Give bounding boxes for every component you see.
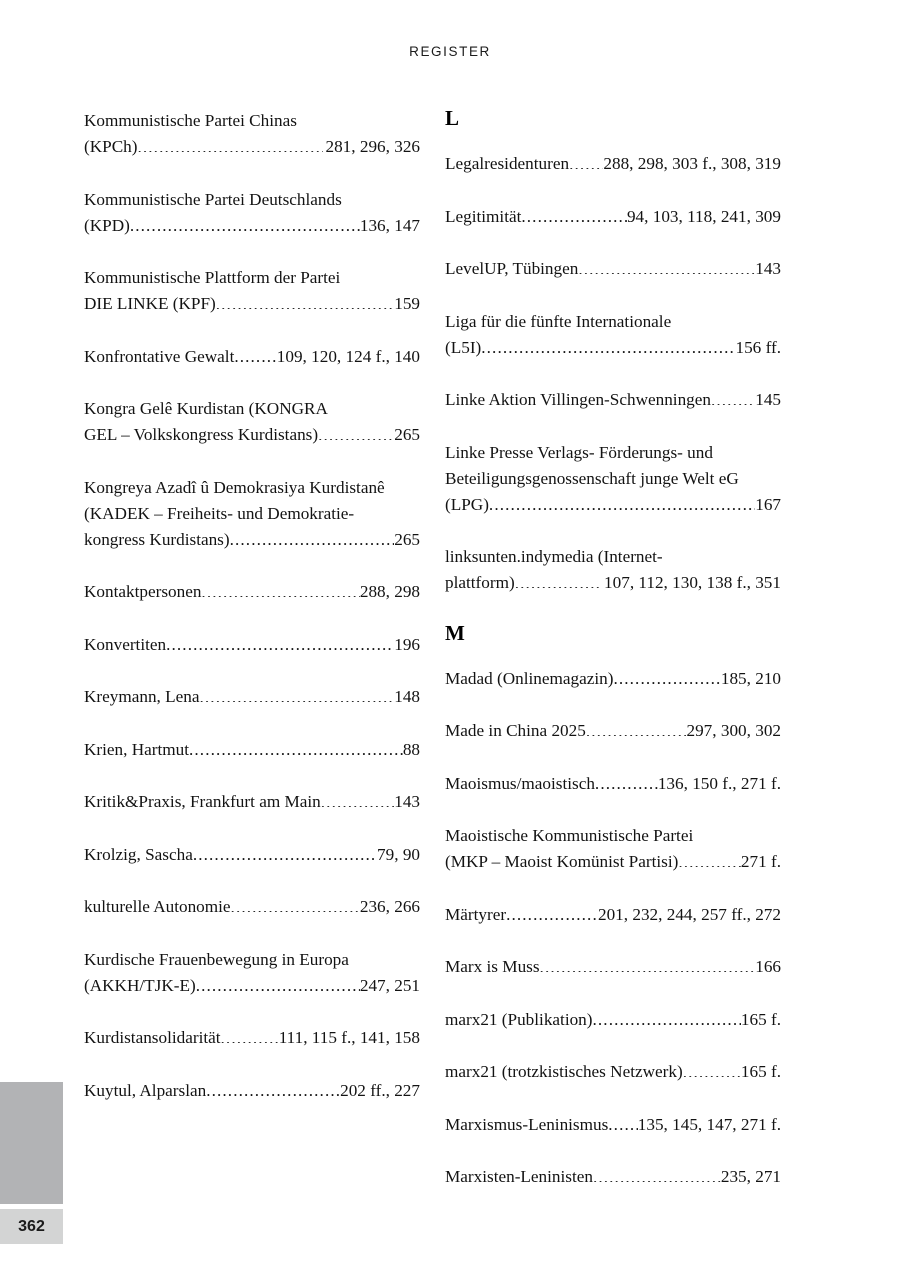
index-entry-label: Märtyrer	[445, 904, 507, 924]
index-entry-label: Kritik&Praxis, Frankfurt am Main	[84, 792, 321, 811]
index-entry-pages: 281, 296, 326	[325, 137, 420, 156]
index-entry-pages: 136, 147	[359, 215, 420, 235]
index-entry-label: marx21 (Publikation)	[445, 1009, 593, 1029]
index-entry-label: Legitimität	[445, 206, 522, 226]
index-entry	[445, 902, 781, 928]
index-entry-continuation-line: Maoistische Kommunistische Partei	[445, 826, 694, 845]
dot-leader	[593, 1007, 741, 1024]
index-entry-label: Konvertiten	[84, 634, 167, 654]
index-entry-label: marx21 (trotzkistisches Netzwerk)	[445, 1062, 683, 1081]
index-entry-label: Krolzig, Sascha	[84, 844, 193, 864]
dot-leader	[613, 666, 720, 683]
index-entry	[445, 387, 781, 413]
index-entry-pages: 148	[394, 687, 420, 706]
index-entry-pages: 288, 298	[359, 582, 420, 601]
index-entry-label: (KPD)	[84, 215, 130, 235]
dot-leader	[166, 632, 394, 649]
index-entry-pages: 136, 150 f., 271 f.	[657, 773, 781, 793]
dot-leader	[221, 1026, 279, 1043]
index-entry-leader-line	[445, 335, 781, 361]
dot-leader	[196, 973, 360, 990]
index-entry-leader-line	[84, 684, 420, 710]
dot-leader	[515, 571, 602, 588]
index-entry-label: Kurdistansolidarität	[84, 1028, 221, 1047]
index-entry-label: GEL – Volkskongress Kurdistans)	[84, 425, 319, 444]
dot-leader	[130, 213, 360, 230]
index-entry-label: kongress Kurdistans)	[84, 529, 230, 549]
index-entry-pages: 143	[755, 259, 781, 278]
index-entry-leader-line	[84, 1025, 420, 1051]
index-entry-leader-line	[445, 387, 781, 413]
index-entry-pages: 202 ff., 227	[340, 1080, 420, 1100]
index-entry-pages: 145	[755, 390, 781, 409]
dot-leader	[200, 685, 395, 702]
index-entry	[84, 737, 420, 763]
index-entry-list-left	[84, 108, 420, 1104]
index-entry-pages: 135, 145, 147, 271 f.	[637, 1114, 781, 1134]
index-entry-label: (AKKH/TJK-E)	[84, 975, 196, 995]
index-entry	[84, 108, 420, 160]
index-entry-leader-line	[84, 973, 420, 999]
index-entry-pages: 111, 115 f., 141, 158	[278, 1028, 420, 1047]
dot-leader	[193, 842, 377, 859]
letter-heading-l: L	[445, 106, 460, 130]
index-entry-label: Marxismus-Leninismus	[445, 1114, 609, 1134]
index-entry-leader-line	[84, 527, 420, 553]
index-entry	[84, 344, 420, 370]
index-entry-label: Linke Aktion Villingen-Schwenningen	[445, 390, 711, 409]
index-entry-list-l	[445, 151, 781, 596]
index-entry	[445, 1059, 781, 1085]
index-entry-label: kulturelle Autonomie	[84, 897, 231, 916]
dot-leader	[569, 152, 603, 169]
index-entry-list-m	[445, 666, 781, 1191]
dot-leader	[593, 1165, 721, 1182]
index-entry-label: Kuytul, Alparslan	[84, 1080, 207, 1100]
index-entry-pages: 201, 232, 244, 257 ff., 272	[597, 904, 781, 924]
index-entry-pages: 196	[394, 634, 420, 654]
index-entry-leader-line	[84, 134, 420, 160]
index-entry-label: (LPG)	[445, 494, 489, 514]
index-entry-label: Madad (Onlinemagazin)	[445, 668, 614, 688]
dot-leader	[231, 895, 360, 912]
index-entry-leader-line	[84, 213, 420, 239]
index-entry-leader-line	[445, 204, 781, 230]
index-entry-label: Maoismus/maoistisch	[445, 773, 595, 793]
index-entry	[445, 771, 781, 797]
dot-leader	[540, 955, 756, 972]
index-entry-pages: 265	[394, 425, 420, 444]
index-entry-continuation-line: Kommunistische Plattform der Partei	[84, 268, 341, 287]
index-entry-label: Marx is Muss	[445, 957, 540, 976]
index-entry-leader-line	[445, 1164, 781, 1190]
index-entry-pages: 236, 266	[359, 897, 420, 916]
index-entry-label: Konfrontative Gewalt	[84, 346, 235, 366]
dot-leader	[608, 1112, 637, 1129]
index-entry-leader-line	[445, 902, 781, 928]
index-entry-leader-line	[84, 632, 420, 658]
index-entry-leader-line	[445, 1112, 781, 1138]
dot-leader	[206, 1078, 340, 1095]
index-entry-pages: 297, 300, 302	[686, 721, 781, 740]
index-entry-label: Kontaktpersonen	[84, 582, 202, 601]
index-entry-continuation-line: Linke Presse Verlags- Förderungs- und	[445, 442, 713, 462]
dot-leader	[318, 423, 394, 440]
index-entry-continuation-line: Kurdische Frauenbewegung in Europa	[84, 949, 349, 969]
index-entry	[84, 1078, 420, 1104]
dot-leader	[711, 388, 755, 405]
thumb-index-tab	[0, 1082, 63, 1204]
running-head: REGISTER	[409, 44, 491, 59]
dot-leader	[506, 902, 598, 919]
index-entry-continuation-line: Kommunistische Partei Deutschlands	[84, 189, 342, 209]
dot-leader	[578, 257, 755, 274]
letter-heading-m: M	[445, 620, 465, 645]
index-entry	[445, 256, 781, 282]
index-entry-pages: 166	[755, 957, 781, 976]
index-entry-leader-line	[84, 291, 420, 317]
index-entry-label: DIE LINKE (KPF)	[84, 294, 216, 313]
page-number: 362	[18, 1218, 45, 1235]
index-entry	[84, 842, 420, 868]
index-entry	[84, 265, 420, 317]
index-entry-label: Made in China 2025	[445, 721, 586, 740]
index-entry	[445, 151, 781, 177]
index-entry	[84, 579, 420, 605]
index-entry-leader-line	[84, 422, 420, 448]
index-entry-pages: 107, 112, 130, 138 f., 351	[604, 573, 781, 592]
index-entry-leader-line	[445, 1007, 781, 1033]
index-entry-label: Marxisten-Leninisten	[445, 1167, 593, 1186]
index-entry-leader-line	[445, 492, 781, 518]
dot-leader	[489, 492, 755, 509]
index-entry	[84, 1025, 420, 1051]
index-entry	[84, 475, 420, 553]
index-entry-pages: 88	[402, 739, 420, 759]
index-entry-pages: 235, 271	[720, 1167, 781, 1186]
index-entry	[445, 666, 781, 692]
index-entry	[445, 1007, 781, 1033]
index-entry-leader-line	[84, 789, 420, 815]
index-entry-pages: 165 f.	[740, 1009, 781, 1029]
dot-leader	[481, 335, 733, 352]
dot-leader	[201, 580, 359, 597]
index-entry-leader-line	[84, 737, 420, 763]
index-entry-pages: 271 f.	[740, 852, 781, 871]
index-entry-continuation-line: (KADEK – Freiheits- und Demokratie-	[84, 503, 355, 523]
index-entry-leader-line	[445, 666, 781, 692]
dot-leader	[321, 790, 394, 807]
index-entry	[84, 396, 420, 448]
dot-leader	[678, 850, 741, 867]
index-entry-leader-line	[84, 579, 420, 605]
index-entry	[84, 947, 420, 999]
index-entry-leader-line	[445, 1059, 781, 1085]
page-number-box	[0, 1209, 63, 1244]
index-entry-pages: 288, 298, 303 f., 308, 319	[603, 154, 781, 173]
index-entry	[445, 1164, 781, 1190]
index-entry-leader-line	[84, 894, 420, 920]
index-entry-label: Legalresidenturen	[445, 154, 570, 173]
index-entry-label: LevelUP, Tübingen	[445, 259, 579, 278]
index-entry-pages: 109, 120, 124 f., 140	[276, 346, 420, 366]
index-entry-leader-line	[445, 954, 781, 980]
index-entry-label: (L5I)	[445, 337, 482, 357]
index-entry	[445, 309, 781, 361]
index-entry	[445, 954, 781, 980]
index-entry-pages: 79, 90	[377, 844, 420, 864]
index-entry-leader-line	[84, 1078, 420, 1104]
index-entry	[84, 894, 420, 920]
index-entry-pages: 167	[755, 494, 781, 514]
dot-leader	[137, 135, 323, 152]
index-entry	[445, 440, 781, 518]
dot-leader	[234, 344, 276, 361]
index-entry-pages: 265	[394, 529, 420, 549]
index-entry-continuation-line: Kongra Gelê Kurdistan (KONGRA	[84, 399, 328, 418]
index-entry-continuation-line: Kongreya Azadî û Demokrasiya Kurdistanê	[84, 477, 385, 497]
dot-leader	[521, 204, 627, 221]
dot-leader	[189, 737, 403, 754]
index-entry-leader-line	[445, 256, 781, 282]
index-entry	[84, 684, 420, 710]
index-entry	[84, 187, 420, 239]
index-entry	[445, 544, 781, 596]
index-entry-pages: 247, 251	[359, 975, 420, 995]
dot-leader	[586, 719, 687, 736]
index-entry-continuation-line: Kommunistische Partei Chinas	[84, 111, 297, 130]
index-entry-leader-line	[84, 344, 420, 370]
index-entry-label: Krien, Hartmut	[84, 739, 190, 759]
index-entry-continuation-line: Liga für die fünfte Internationale	[445, 311, 672, 331]
index-entry-label: (KPCh)	[84, 137, 138, 156]
index-entry	[84, 632, 420, 658]
index-entry-pages: 185, 210	[720, 668, 781, 688]
index-entry-pages: 159	[394, 294, 420, 313]
dot-leader	[216, 292, 394, 309]
index-entry-leader-line	[445, 570, 781, 596]
index-entry	[445, 823, 781, 875]
dot-leader	[683, 1060, 741, 1077]
index-entry-leader-line	[445, 849, 781, 875]
index-entry-pages: 165 f.	[740, 1062, 781, 1081]
index-entry-pages: 94, 103, 118, 241, 309	[626, 206, 781, 226]
index-entry	[84, 789, 420, 815]
index-entry-label: plattform)	[445, 573, 515, 592]
index-entry-leader-line	[445, 771, 781, 797]
index-entry-leader-line	[84, 842, 420, 868]
dot-leader	[595, 771, 658, 788]
index-entry	[445, 1112, 781, 1138]
index-entry-continuation-line: linksunten.indymedia (Internet-	[445, 547, 663, 566]
index-entry-label: (MKP – Maoist Komünist Partisi)	[445, 852, 679, 871]
index-column-right	[445, 108, 781, 1217]
index-entry-pages: 143	[394, 792, 420, 811]
index-entry-leader-line	[445, 151, 781, 177]
index-entry	[445, 204, 781, 230]
index-entry-label: Kreymann, Lena	[84, 687, 200, 706]
index-entry-leader-line	[445, 718, 781, 744]
index-entry	[445, 718, 781, 744]
index-entry-continuation-line: Beteiligungsgenossenschaft junge Welt eG	[445, 468, 739, 488]
index-entry-pages: 156 ff.	[735, 337, 781, 357]
dot-leader	[230, 527, 395, 544]
index-column-left	[84, 108, 420, 1130]
